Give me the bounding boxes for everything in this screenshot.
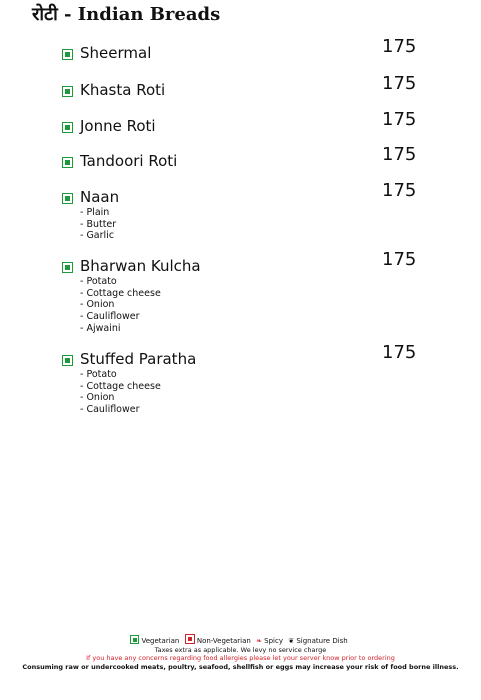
page-title: रोटी - Indian Breads [32, 4, 221, 25]
allergy-note: If you have any concerns regarding food allergies please let your server know prior to ordering [86, 654, 395, 662]
veg-icon [62, 122, 73, 133]
item-name: Naan [80, 188, 120, 206]
consumption-warning: Consuming raw or undercooked meats, poultry, seafood, shellfish or eggs may increase your risk of food borne illness. [22, 663, 459, 671]
non-veg-icon [185, 634, 195, 644]
veg-icon [62, 193, 73, 204]
veg-icon [62, 157, 73, 168]
item-price: 175 [382, 144, 417, 165]
chili-icon: ❧ [256, 637, 262, 645]
option-text: - Cauliflower [80, 404, 140, 416]
item-price: 175 [382, 180, 417, 201]
item-name: Khasta Roti [80, 81, 166, 99]
option-text: - Cauliflower [80, 311, 140, 323]
veg-icon [62, 49, 73, 60]
dietary-legend [0, 634, 481, 646]
signature-icon: ❦ [288, 637, 295, 645]
veg-icon [130, 635, 139, 644]
item-price: 175 [382, 73, 417, 94]
option-text: - Butter [80, 218, 117, 230]
menu-footer [0, 634, 481, 671]
legend-spicy: Spicy [264, 637, 283, 645]
item-price: 175 [382, 36, 417, 57]
legend-signature: Signature Dish [296, 637, 348, 645]
item-price: 175 [382, 249, 417, 270]
option-text: - Onion [80, 299, 115, 311]
item-options [80, 369, 161, 416]
item-options [80, 207, 116, 242]
legend-non-vegetarian: Non-Vegetarian [196, 637, 251, 645]
option-text: - Cottage cheese [80, 380, 161, 392]
item-name: Jonne Roti [80, 117, 156, 135]
option-text: - Onion [80, 392, 115, 404]
item-price: 175 [382, 109, 417, 130]
option-text: - Garlic [80, 230, 115, 242]
item-name: Tandoori Roti [80, 152, 178, 170]
item-name: Stuffed Paratha [80, 350, 197, 368]
item-price: 175 [382, 342, 417, 363]
veg-icon [62, 86, 73, 97]
option-text: - Cottage cheese [80, 287, 161, 299]
legend-vegetarian: Vegetarian [141, 637, 180, 645]
veg-icon [62, 262, 73, 273]
item-options [80, 276, 161, 335]
item-name: Sheermal [80, 44, 152, 62]
option-text: - Potato [80, 276, 117, 287]
option-text: - Plain [80, 207, 110, 218]
item-name: Bharwan Kulcha [80, 257, 201, 275]
option-text: - Ajwaini [80, 322, 121, 334]
veg-icon [62, 355, 73, 366]
tax-note: Taxes extra as applicable. We levy no service charge [154, 646, 327, 654]
option-text: - Potato [80, 369, 117, 380]
